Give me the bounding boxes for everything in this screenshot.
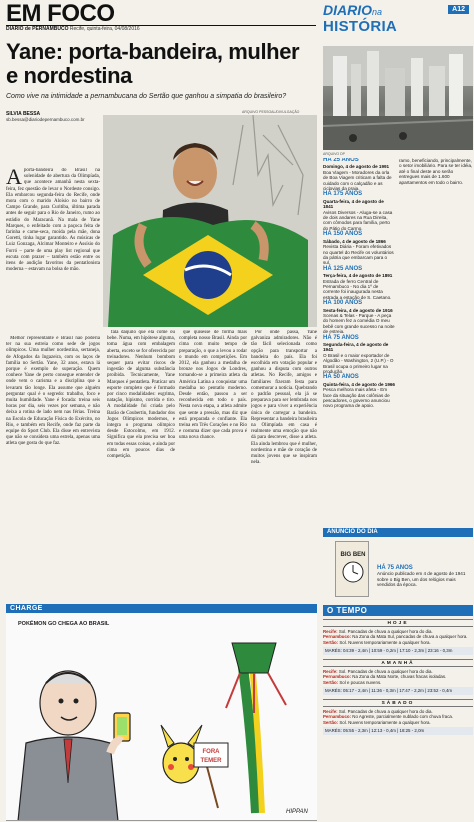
article-text-5: Por onde passa, Yane galvaniza admiradores. Não é tão fácil selecionada como opção para transportar a bandeira do país. Ela foi escolhida em votação popular e ganhou a disputa com outros atletas. No Recife, amigos e familiares fizeram festa para comemorar a notícia. Quebrando o padrão pessoal, ela já se preparava para ser lembrada nos jogos e para viver a experiência única de carregar a bandeira. Representar a bandeira brasileira na Olimpíada em casa é realmente uma emoção que não dá para descrever, disse a atleta. Ela ainda lembrou que é mulher, nordestina e mãe de coração de muitos jovens que se inspiram nela. bbox=[251, 330, 317, 466]
tempo-day-amanha: AMANHÃ bbox=[323, 659, 473, 667]
history-entry: HÁ 25 ANOS Domingo, 4 de agosto de 1991 Boa Viagem - Moradores da orla de Boa Viagem criticam a falta de cuidado com o calçadão e as ciclovias da praia. bbox=[323, 158, 392, 192]
history-entries-left bbox=[323, 158, 395, 528]
history-entry: HÁ 75 ANOS Segunda-feira, 4 de agosto de 1941 O Brasil e o maior exportador de Algodão - Washington, 2 (U.P.) - O Brasil ocupa o primeiro lugar na produção. bbox=[323, 334, 394, 375]
charge-label: CHARGE bbox=[10, 605, 43, 612]
paper-name: DIARIO de PERNAMBUCO bbox=[6, 26, 69, 32]
article-lead: Como vive na intimidade a pernambucana do Sertão que ganhou a simpatia do brasileiro? bbox=[6, 93, 287, 100]
anuncio-year: HÁ 75 ANOS bbox=[377, 565, 413, 571]
article-col-1-top bbox=[6, 168, 100, 330]
section-brand: EM FOCO bbox=[6, 0, 115, 27]
article-col-4 bbox=[251, 330, 317, 595]
sidebar-title-bottom: HISTÓRIA bbox=[323, 18, 398, 35]
athlete-illustration bbox=[103, 115, 317, 327]
historic-photo-credit: ARQUIVO DP bbox=[323, 152, 345, 156]
sign-text-1: FORA bbox=[202, 749, 220, 755]
author-email: sb.bessa@diariodepernambuco.com.br bbox=[6, 117, 85, 122]
anuncio-description: Anúncio publicado em 4 de agosto de 1941 sobre o Big Ben, um dos relógios mais vendidos da época. bbox=[377, 571, 466, 588]
charge-header bbox=[6, 604, 317, 613]
article-text-1: porta-bandeira do Brasil na solenidade de abertura da Olimpíada, que acontece amanhã nesta sexta-feira, fez questão de levar o Nordeste consigo. Ela embarcou segunda-feira do Recife, onde mora com o marido Aloísio no bairro de Campo Grande, para Curitiba, última parada antes de seguir para o Rio de Janeiro, rumo ao estádio do Maracanã. Na mala de Yane Marques, o enfeitado com a paçoca feita de farinha e carne-seca, moída pela mãe, dona Goretti, tinha lugar garantido. As músicas de Luiz Gonzaga, Alcimar Monteiro e Assísio do Forró – parte de uma play list regional que escuta com prazer – também estão entre os itens de audição favoritos da pentatlonista moderna – estavam na bolsa de mão. bbox=[6, 168, 100, 273]
date-text: Recife, quinta-feira, 04/08/2016 bbox=[69, 26, 140, 32]
tempo-forecast: Recife: Sol. Pancadas de chuva a qualquer hora do dia. Pernambuco: No Agreste, parcialmente nublado com chuva fraca. Sertão: Sol. Nuvens temporariamente a qualquer hora. bbox=[323, 709, 454, 725]
artist-signature: HIPPAN bbox=[286, 809, 308, 815]
clock-ad-illustration bbox=[336, 542, 369, 597]
vintage-ad bbox=[335, 541, 369, 597]
photo-credit: ARQUIVO PESSOAL/DIVULGAÇÃO bbox=[242, 110, 300, 114]
sidebar-title-na: na bbox=[372, 7, 383, 17]
history-entry: HÁ 125 ANOS Terça-feira, 4 de agosto de 1891 Estrada de ferro Central de Pernambuco - No dia 1º de corrente foi inaugurada nesta estrada a estação de S. Caetano. bbox=[323, 265, 393, 300]
tempo-header bbox=[323, 605, 473, 616]
history-entry: HÁ 150 ANOS Sábado, 4 de agosto de 1866 Revista Diária - Foram efetivados no quartel do Recife os voluntários da pátria que embarcam para o sul. bbox=[323, 231, 394, 266]
historic-photo bbox=[323, 46, 473, 150]
article-col-1-bottom bbox=[6, 336, 100, 598]
sidebar-diario-na-historia bbox=[321, 0, 474, 822]
article-text-3: fala daquilo que ela come ou bebe. Numa, em hipótese alguma, toma água com embalagem aberta, exceto se for oferecida por treinadores. Nenhum bombom sequer para evitar riscos de ingestão de alguma substância proibida. Tecnicamente, Yane Marques é pentatleta. Praticar um esporte completo que é formado por cinco modalidades: esgrima, natação, hipismo, corrida e tiro. A modalidade foi criada pelo Barão de Coubertin, fundador dos Jogos Olímpicos modernos, e integra o programa olímpico desde Estocolmo, em 1912. Significa que ela precisa ser boa em todas essas coisas, e ainda por cima em poucos dias de competição. bbox=[107, 330, 175, 460]
athlete-photo bbox=[103, 115, 317, 327]
charge-cartoon bbox=[6, 613, 317, 821]
dropcap: A bbox=[6, 168, 22, 189]
history-entry: HÁ 50 ANOS Quinta-feira, 4 de agosto de 1966 Pesca melhora mais afeta - Em face da situação das colônias de pescadores, o governo anunciou novo programa de apoio. bbox=[323, 374, 395, 409]
anuncio-text bbox=[377, 566, 472, 588]
article-col-3 bbox=[179, 330, 247, 595]
tide-table: MARÉS: 05:55 - 2,3m | 12:13 - 0,4m | 18:25 - 2,0m bbox=[323, 727, 473, 735]
cartoon-caption: POKÉMON GO CHEGA AO BRASIL bbox=[18, 621, 110, 627]
history-entry: HÁ 100 ANOS Sexta-feira, 4 de agosto de 1916 Scenas & Telas - Parque - A peça do homem fez a comédia O meu bebê com grande sucesso na noite de estreia. bbox=[323, 300, 395, 335]
sidebar-header bbox=[323, 3, 471, 47]
ad-brand: BIG BEN bbox=[340, 552, 366, 558]
article-col-2 bbox=[107, 330, 175, 595]
tide-table: MARÉS: 05:17 - 2,4m | 11:36 - 0,3m | 17:47 - 2,2m | 23:52 - 0,4m bbox=[323, 687, 473, 695]
city-illustration bbox=[323, 46, 473, 150]
tide-table: MARÉS: 04:39 - 2,4m | 10:59 - 0,2m | 17:10 - 2,3m | 23:16 - 0,3m bbox=[323, 647, 473, 655]
anuncio-header bbox=[323, 528, 473, 537]
byline bbox=[6, 111, 85, 123]
article-text-4: que quisesse de forma mais completa nosso Brasil. Ainda por cima com muito tempo de preparação, o que a levou a rodar o mundo em competições. Em 2012, ela ganhou a medalha de bronze nos Jogos de Londres, tornando-se a primeira atleta da América Latina a conquistar uma medalha no pentatlo moderno. Desde então, passou a ser reconhecida em todo o país. Nesta nova etapa, a atleta admite que sente a pressão, mas diz que está preparada e confiante. Ela treina em Três Corações e no Rio e costuma dizer que cada prova é uma nova chance. bbox=[179, 330, 247, 441]
history-entry: HÁ 175 ANOS Quarta-feira, 4 de agosto de 1841 Avisos Diversos - Aluga-se a casa de dois andares na Rua Direita, com cômodos para família, perto do Pátio do Carmo. bbox=[323, 191, 393, 231]
sign-text-2: TEMER bbox=[200, 758, 222, 764]
tempo-day-sabado: SÁBADO bbox=[323, 699, 473, 707]
tempo-forecast: Recife: Sol. Pancadas de chuva a qualquer hora do dia. Pernambuco: Na Zona da Mata Sul, pancadas de chuva a qualquer hora. Sertão: Sol. Nuvens temporariamente a qualquer hora. bbox=[323, 629, 468, 645]
masthead bbox=[6, 0, 316, 32]
cartoon-drawing bbox=[6, 613, 317, 821]
anuncio-label: ANÚNCIO DO DIA bbox=[327, 529, 378, 535]
author-name: SILVIA BESSA bbox=[6, 111, 41, 117]
dateline bbox=[6, 26, 140, 32]
page-number: A12 bbox=[448, 5, 469, 14]
history-continuation: ramo, beneficiando, principalmente, o setor imobiliário. Para se ter idéia, até o final deste ano serão entregues mais de 1.600 apartamentos em todo o bairro. bbox=[399, 158, 473, 185]
article-headline: Yane: porta-bandeira, mulher e nordestina bbox=[6, 39, 300, 88]
sidebar-title-top: DIARIOna bbox=[323, 2, 383, 18]
tempo-day-hoje: HOJE bbox=[323, 619, 473, 627]
history-entry-right bbox=[399, 158, 473, 258]
tempo-label: O TEMPO bbox=[327, 606, 368, 615]
article-text-2: Melhor representante é Brasil não poderia ter na sua estreia como sede de jogos olímpicos. Uma mulher nordestina, sertaneja, de Afogados da Ingazeira, com os laços de família no Sertão. Yane, 32 anos, estava lá porque é exemplo de superação. Quem conhece Yane de perto consegue entender de onde vem o carisma e a disciplina que a levaram tão longe. Ela assume que alguém perguntar qual é o segredo: trabalho, foco e muita humildade. Yane é focada: treina seis horas por dia, seis vezes por semana, e não deixa a rotina de lado nem nas férias. Treina na Escola de Educação Física do Exército, no Rio, e também em Recife, onde faz parte da equipe do Sport Club. Ela disse em entrevista que não se considera uma estrela, apenas uma atleta que gosta do que faz. bbox=[6, 336, 100, 447]
tempo-forecast: Recife: Sol. Pancadas de chuva a qualquer hora do dia. Pernambuco: Na Zona da Mata Norte, chuvas fracas isoladas. Sertão: Sol e poucas nuvens. bbox=[323, 669, 447, 685]
